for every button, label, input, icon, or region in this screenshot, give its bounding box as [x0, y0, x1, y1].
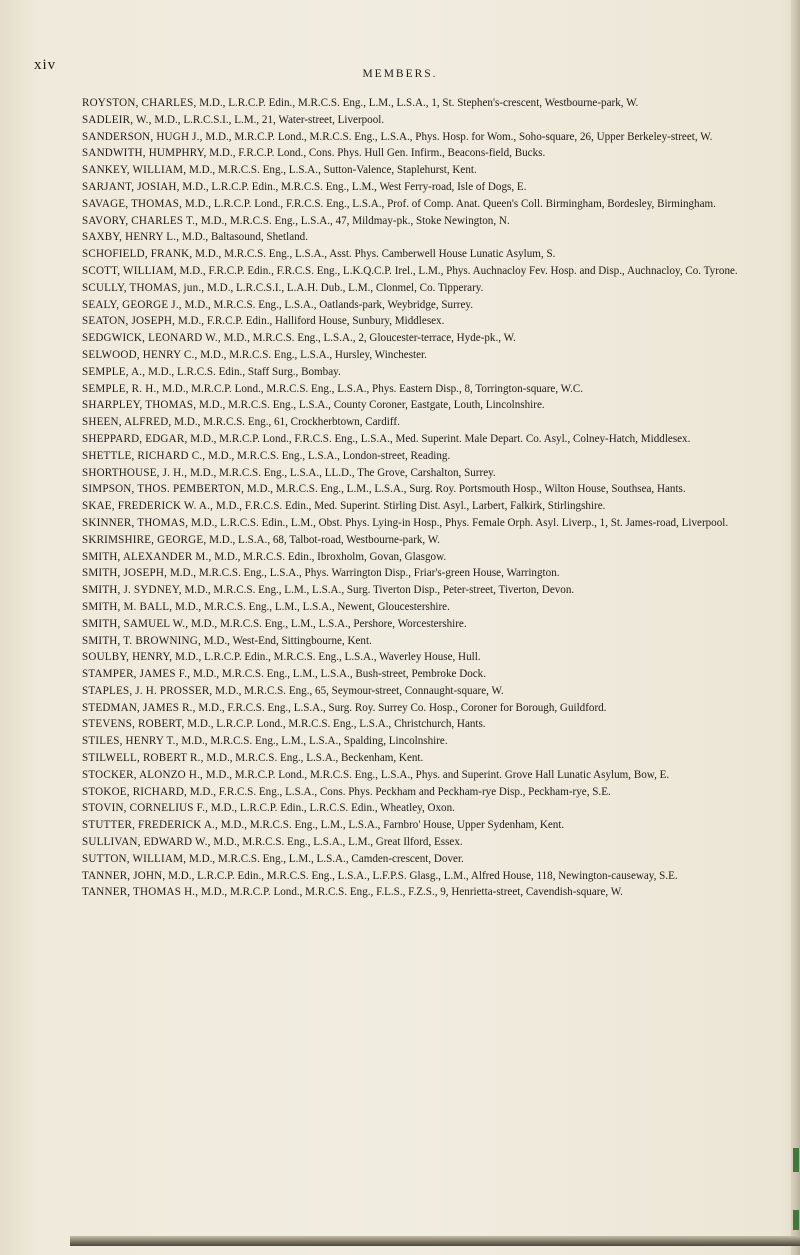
member-entry — [82, 382, 758, 396]
member-entry — [82, 449, 758, 463]
member-details: M.D., West-End, Sittingbourne, Kent. — [200, 634, 372, 647]
member-details: M.D., L.R.C.P. Edin., M.R.C.S. Eng., L.S.A., Waverley House, Hull. — [172, 651, 481, 664]
member-entry — [82, 130, 758, 144]
page-edge-tab — [793, 1210, 799, 1230]
member-name: SKINNER, THOMAS, — [82, 516, 189, 529]
member-name: SEMPLE, R. H., — [82, 382, 160, 395]
member-details: M.D., F.R.C.P. Lond., Cons. Phys. Hull Gen. Infirm., Beacons-field, Bucks. — [206, 147, 546, 160]
member-name: SIMPSON, THOS. PEMBERTON, — [82, 483, 245, 496]
member-entry — [82, 835, 758, 849]
member-entry — [82, 617, 758, 631]
member-name: SHEPPARD, EDGAR, — [82, 432, 188, 445]
member-details: M.D., L.R.C.P. Lond., F.R.C.S. Eng., L.S.A., Prof. of Comp. Anat. Queen's Coll. Birmingham, Bordesley, Birmingham. — [182, 197, 716, 210]
member-entry — [82, 768, 758, 782]
member-details: M.D., L.R.C.P. Edin., M.R.C.S. Eng., L.M., West Ferry-road, Isle of Dogs, E. — [179, 180, 527, 193]
member-details: M.D., M.R.C.S. Eng., L.S.A., Hursley, Winchester. — [197, 348, 427, 361]
member-details: M.D., F.R.C.P. Edin., Halliford House, Sunbury, Middlesex. — [175, 315, 445, 328]
member-details: M.D., L.R.C.P. Edin., M.R.C.S. Eng., L.M., L.S.A., 1, St. Stephen's-crescent, Westbourne-park, W. — [196, 97, 639, 109]
member-details: M.D., M.R.C.P. Lond., M.R.C.S. Eng., L.S.A., Phys. and Superint. Grove Hall Lunatic Asylum, Bow, E. — [203, 768, 670, 781]
member-entry — [82, 432, 758, 446]
member-details: M.D., M.R.C.P. Lond., M.R.C.S. Eng., F.L.S., F.Z.S., 9, Henrietta-street, Cavendish-square, W. — [198, 886, 623, 899]
member-name: STILES, HENRY T., — [82, 735, 179, 748]
member-name: SCHOFIELD, FRANK, — [82, 248, 193, 261]
member-details: M.D., M.R.C.S. Eng., 61, Crockherbtown, Cardiff. — [171, 416, 400, 429]
member-name: SHARPLEY, THOMAS, — [82, 399, 197, 412]
member-details: M.D., L.R.C.P. Edin., L.R.C.S. Edin., Wheatley, Oxon. — [208, 802, 455, 815]
member-name: TANNER, JOHN, — [82, 869, 166, 882]
member-details: M.D., L.R.C.P. Edin., M.R.C.S. Eng., L.S.A., L.F.P.S. Glasg., L.M., Alfred House, 118, Newington-causeway, S.E. — [165, 869, 678, 882]
member-entry — [82, 583, 758, 597]
member-entry — [82, 281, 758, 295]
member-details: M.D., M.R.C.S. Edin., Ibroxholm, Govan, Glasgow. — [211, 550, 447, 563]
member-details: M.D., L.R.C.S. Edin., Staff Surg., Bombay. — [145, 365, 341, 378]
member-details: M.D., M.R.C.S. Eng., L.M., L.S.A., Farnbro' House, Upper Sydenham, Kent. — [218, 819, 565, 832]
member-entry — [82, 314, 758, 328]
member-entry — [82, 298, 758, 312]
member-entry — [82, 801, 758, 815]
member-name: SHORTHOUSE, J. H., — [82, 466, 188, 479]
member-name: SAXBY, HENRY L., — [82, 231, 180, 244]
member-entry — [82, 533, 758, 547]
member-name: SAVORY, CHARLES T., — [82, 214, 199, 227]
member-name: SANKEY, WILLIAM, — [82, 164, 187, 177]
member-entry — [82, 163, 758, 177]
member-details: M.D., M.R.C.S. Eng., L.M., L.S.A., Surg. Tiverton Disp., Peter-street, Tiverton, Devon. — [181, 584, 575, 597]
member-name: SCULLY, THOMAS, jun., — [82, 281, 205, 294]
member-details: M.D., F.R.C.P. Edin., F.R.C.S. Eng., L.K.Q.C.P. Irel., L.M., Phys. Auchnacloy Fev. Hosp. and Disp., Auchnacloy, Co. Tyrone. — [176, 264, 738, 277]
member-entry — [82, 180, 758, 194]
member-name: SANDWITH, HUMPHRY, — [82, 147, 207, 160]
member-name: SEALY, GEORGE J., — [82, 298, 182, 311]
page-edge — [791, 0, 800, 1255]
member-entry — [82, 146, 758, 160]
member-entry — [82, 634, 758, 648]
member-details: M.D., M.R.C.S. Eng., L.M., L.S.A., Bush-street, Pembroke Dock. — [190, 668, 486, 681]
member-entry — [82, 566, 758, 580]
member-details: M.D., Baltasound, Shetland. — [179, 231, 309, 244]
member-name: STOKOE, RICHARD, — [82, 785, 188, 798]
member-details: M.D., M.R.C.S. Eng., L.S.A., Oatlands-park, Weybridge, Surrey. — [181, 298, 473, 311]
member-name: SKRIMSHIRE, GEORGE, — [82, 533, 207, 546]
member-details: M.D., M.R.C.S. Eng., L.S.A., LL.D., The Grove, Carshalton, Surrey. — [187, 466, 496, 479]
member-name: SEATON, JOSEPH, — [82, 315, 176, 328]
member-details: M.D., M.R.C.S. Eng., L.S.A., L.M., Great Ilford, Essex. — [210, 836, 463, 849]
member-details: M.D., M.R.C.S. Eng., L.S.A., Phys. Warrington Disp., Friar's-green House, Warrington. — [167, 567, 560, 580]
member-name: STAPLES, J. H. PROSSER, — [82, 684, 213, 697]
member-name: SEDGWICK, LEONARD W., — [82, 332, 221, 345]
member-name: SOULBY, HENRY, — [82, 651, 173, 664]
member-entry — [82, 214, 758, 228]
member-entry — [82, 600, 758, 614]
member-name: SMITH, J. SYDNEY, — [82, 584, 182, 597]
member-name: SMITH, ALEXANDER M., — [82, 550, 212, 563]
member-entry — [82, 499, 758, 513]
member-entry — [82, 751, 758, 765]
member-details: M.D., F.R.C.S. Edin., Med. Superint. Stirling Dist. Asyl., Larbert, Falkirk, Stirlingshire. — [213, 500, 606, 513]
member-list — [82, 96, 758, 902]
member-details: M.D., M.R.C.S. Eng., L.M., L.S.A., Pershore, Worcestershire. — [188, 617, 467, 630]
member-details: M.D., F.R.C.S. Eng., L.S.A., Surg. Roy. Surrey Co. Hosp., Coroner for Borough, Guildford. — [195, 701, 607, 714]
member-entry — [82, 684, 758, 698]
page-bottom-shadow — [70, 1236, 800, 1246]
member-entry — [82, 869, 758, 883]
member-name: SULLIVAN, EDWARD W., — [82, 836, 211, 849]
member-details: M.D., M.R.C.S. Eng., L.S.A., Beckenham, Kent. — [203, 752, 424, 765]
member-name: SMITH, JOSEPH, — [82, 567, 168, 580]
member-details: M.D., M.R.C.P. Lond., M.R.C.S. Eng., L.S.A., Phys. Hosp. for Wom., Soho-square, 26, Upper Berkeley-street, W. — [202, 130, 713, 143]
member-name: SARJANT, JOSIAH, — [82, 180, 180, 193]
member-entry — [82, 650, 758, 664]
member-details: M.D., M.R.C.S. Eng., L.S.A., London-street, Reading. — [205, 449, 451, 462]
member-entry — [82, 247, 758, 261]
member-entry — [82, 667, 758, 681]
member-entry — [82, 516, 758, 530]
member-name: SCOTT, WILLIAM, — [82, 264, 177, 277]
member-name: SELWOOD, HENRY C., — [82, 348, 198, 361]
member-details: M.D., M.R.C.S. Eng., 65, Seymour-street, Connaught-square, W. — [212, 684, 504, 697]
member-name: TANNER, THOMAS H., — [82, 886, 199, 899]
member-entry — [82, 348, 758, 362]
member-name: STUTTER, FREDERICK A., — [82, 819, 218, 832]
member-name: SADLEIR, W., — [82, 113, 152, 126]
member-details: M.D., L.S.A., 68, Talbot-road, Westbourne-park, W. — [206, 533, 440, 546]
member-details: M.D., L.R.C.P. Lond., M.R.C.S. Eng., L.S.A., Christchurch, Hants. — [184, 718, 486, 731]
member-details: M.D., M.R.C.S. Eng., L.S.A., Sutton-Valence, Staplehurst, Kent. — [186, 164, 477, 177]
member-entry — [82, 852, 758, 866]
member-name: STILWELL, ROBERT R., — [82, 752, 204, 765]
member-name: STEDMAN, JAMES R., — [82, 701, 196, 714]
member-entry — [82, 785, 758, 799]
member-details: M.D., M.R.C.S. Eng., L.S.A., County Coroner, Eastgate, Louth, Lincolnshire. — [196, 399, 545, 412]
member-name: SEMPLE, A., — [82, 365, 146, 378]
running-head: MEMBERS. — [362, 68, 438, 80]
member-entry — [82, 331, 758, 345]
member-name: SANDERSON, HUGH J., — [82, 130, 203, 143]
member-entry — [82, 415, 758, 429]
member-name: SMITH, SAMUEL W., — [82, 617, 189, 630]
member-name: SAVAGE, THOMAS, — [82, 197, 183, 210]
member-entry — [82, 701, 758, 715]
member-details: M.D., F.R.C.S. Eng., L.S.A., Cons. Phys. Peckham and Peckham-rye Disp., Peckham-rye, S.E. — [187, 785, 611, 798]
member-details: M.D., M.R.C.S. Eng., L.M., L.S.A., Surg. Roy. Portsmouth Hosp., Wilton House, Southsea, Hants. — [244, 483, 686, 496]
member-details: M.D., L.R.C.S. Edin., L.M., Obst. Phys. Lying-in Hosp., Phys. Female Orph. Asyl. Liverp., 1, St. James-road, Liverpool. — [188, 516, 729, 529]
member-name: SMITH, T. BROWNING, — [82, 634, 201, 647]
member-entry — [82, 734, 758, 748]
member-entry — [82, 113, 758, 127]
member-entry — [82, 197, 758, 211]
page-edge-tab — [793, 1148, 799, 1172]
member-entry — [82, 818, 758, 832]
member-name: SMITH, M. BALL, — [82, 600, 173, 613]
member-name: STOVIN, CORNELIUS F., — [82, 802, 209, 815]
member-name: SHETTLE, RICHARD C., — [82, 449, 206, 462]
page-number: xiv — [34, 57, 57, 73]
member-entry — [82, 365, 758, 379]
member-details: M.D., L.R.C.S.I., L.M., 21, Water-street, Liverpool. — [151, 113, 385, 126]
member-details: M.D., M.R.C.S. Eng., L.S.A., 2, Gloucester-terrace, Hyde-pk., W. — [220, 332, 516, 345]
member-entry — [82, 96, 758, 110]
member-details: M.D., M.R.C.P. Lond., F.R.C.S. Eng., L.S.A., Med. Superint. Male Depart. Co. Asyl., Colney-Hatch, Middlesex. — [187, 432, 691, 445]
member-entry — [82, 264, 758, 278]
member-name: SHEEN, ALFRED, — [82, 416, 172, 429]
member-name: ROYSTON, CHARLES, — [82, 97, 197, 109]
member-entry — [82, 482, 758, 496]
member-name: STEVENS, ROBERT, — [82, 718, 185, 731]
member-name: SKAE, FREDERICK W. A., — [82, 500, 214, 513]
member-details: M.D., M.R.C.S. Eng., L.M., L.S.A., Spalding, Lincolnshire. — [178, 735, 448, 748]
member-details: M.D., L.R.C.S.I., L.A.H. Dub., L.M., Clonmel, Co. Tipperary. — [204, 281, 484, 294]
member-name: SUTTON, WILLIAM, — [82, 852, 187, 865]
member-name: STAMPER, JAMES F., — [82, 668, 191, 681]
member-details: M.D., M.R.C.P. Lond., M.R.C.S. Eng., L.S.A., Phys. Eastern Disp., 8, Torrington-square, W.C. — [159, 382, 584, 395]
member-entry — [82, 230, 758, 244]
member-entry — [82, 398, 758, 412]
member-entry — [82, 717, 758, 731]
member-entry — [82, 885, 758, 899]
member-name: STOCKER, ALONZO H., — [82, 768, 204, 781]
member-details: M.D., M.R.C.S. Eng., L.S.A., 47, Mildmay-pk., Stoke Newington, N. — [198, 214, 510, 227]
member-entry — [82, 466, 758, 480]
member-details: M.D., M.R.C.S. Eng., L.M., L.S.A., Camden-crescent, Dover. — [186, 852, 464, 865]
member-details: M.D., M.R.C.S. Eng., L.S.A., Asst. Phys. Camberwell House Lunatic Asylum, S. — [192, 248, 556, 261]
member-details: M.D., M.R.C.S. Eng., L.M., L.S.A., Newent, Gloucestershire. — [172, 600, 450, 613]
member-entry — [82, 550, 758, 564]
